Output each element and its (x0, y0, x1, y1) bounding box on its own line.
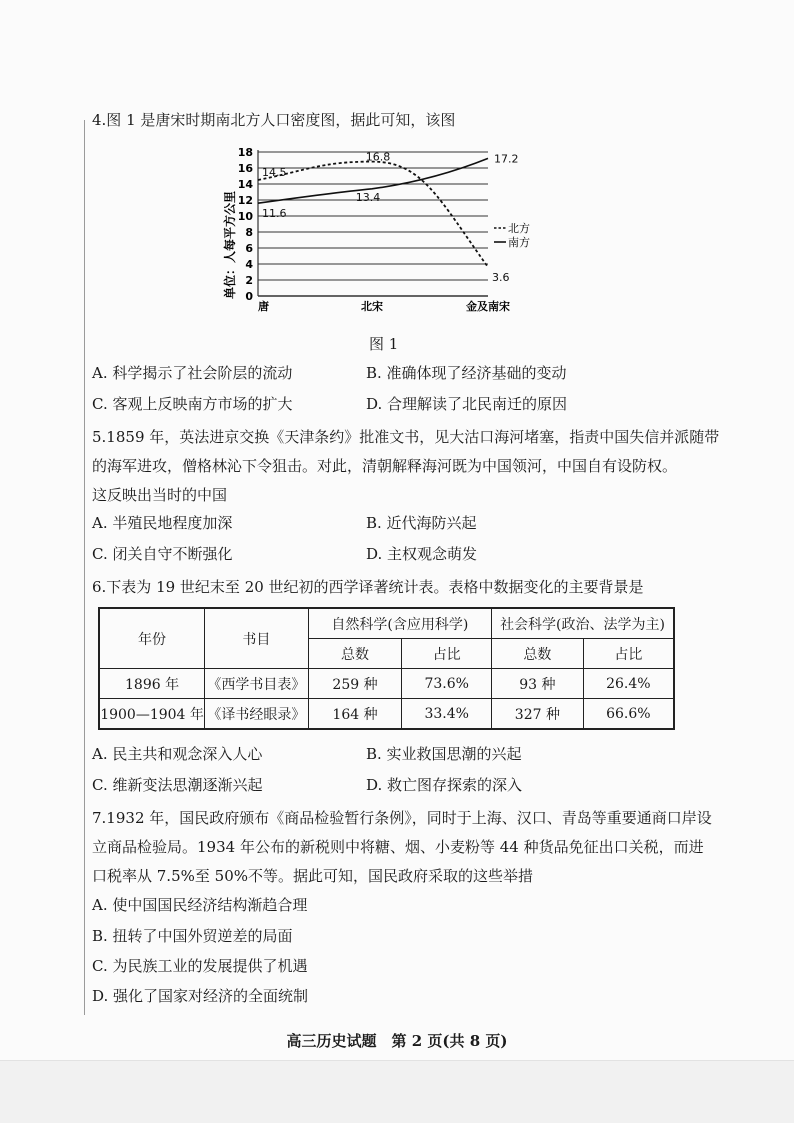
x-tick-label: 北宋 (361, 300, 383, 313)
q5-stem-line: 的海军进攻，僧格林沁下令狙击。对此，清朝解释海河既为中国领河，中国自有设防权。 (92, 457, 678, 475)
y-axis-label: 单位：人每平方公里 (223, 190, 237, 300)
cell-natural-ratio: 33.4% (402, 699, 492, 730)
q4-option-c[interactable]: C. 客观上反映南方市场的扩大 (92, 395, 293, 413)
q4-option-a[interactable]: A. 科学揭示了社会阶层的流动 (92, 364, 293, 382)
q6-option-a[interactable]: A. 民主共和观念深入人心 (92, 745, 263, 763)
x-tick-label: 唐 (258, 300, 269, 313)
q5-option-c[interactable]: C. 闭关自守不断强化 (92, 545, 233, 563)
cell-year: 1900—1904 年 (99, 699, 205, 730)
header-social-science: 社会科学(政治、法学为主) (492, 608, 674, 639)
q7-stem-line: 7.1932 年，国民政府颁布《商品检验暂行条例》，同时于上海、汉口、青岛等重要通商口岸设 (92, 809, 712, 827)
cell-year: 1896 年 (99, 669, 205, 699)
q5-stem-line: 5.1859 年，英法进京交换《天津条约》批准文书，见大沽口海河堵塞，指责中国失信并派随带 (92, 428, 720, 446)
chart-legend (494, 221, 530, 249)
population-density-chart (220, 140, 540, 315)
y-tick-label: 14 (237, 178, 253, 191)
figure-caption: 图 1 (369, 335, 399, 353)
header-social-ratio: 占比 (583, 639, 674, 669)
chart-series (258, 158, 488, 267)
q6-option-c[interactable]: C. 维新变法思潮逐渐兴起 (92, 776, 263, 794)
y-tick-label: 0 (245, 290, 253, 303)
y-tick-label: 2 (245, 274, 253, 287)
q7-stem-line: 口税率从 7.5%至 50%不等。据此可知，国民政府采取的这些举措 (92, 867, 533, 885)
data-label: 13.4 (355, 190, 381, 204)
q5-option-b[interactable]: B. 近代海防兴起 (366, 514, 477, 532)
q7-option-c[interactable]: C. 为民族工业的发展提供了机遇 (92, 957, 308, 975)
q6-option-d[interactable]: D. 救亡图存探索的深入 (366, 776, 523, 794)
header-year: 年份 (99, 608, 205, 669)
data-label: 16.8 (365, 150, 391, 164)
y-tick-labels (238, 146, 254, 303)
q7-option-b[interactable]: B. 扭转了中国外贸逆差的局面 (92, 927, 293, 945)
q6-stem: 6.下表为 19 世纪末至 20 世纪初的西学译著统计表。表格中数据变化的主要背景是 (92, 578, 644, 596)
header-book: 书目 (205, 608, 309, 669)
margin-line (84, 120, 85, 1015)
legend-label-south: 南方 (508, 236, 530, 249)
data-label: 3.6 (492, 271, 510, 285)
table-row (99, 699, 674, 730)
y-tick-label: 16 (237, 162, 253, 175)
x-tick-label: 金及南宋 (466, 300, 510, 313)
y-tick-label: 10 (237, 210, 253, 223)
translation-stats-table (98, 607, 675, 730)
q7-option-a[interactable]: A. 使中国国民经济结构渐趋合理 (92, 896, 308, 914)
q4-stem: 4.图 1 是唐宋时期南北方人口密度图，据此可知，该图 (92, 111, 456, 129)
series-line-north (258, 162, 488, 268)
data-label: 11.6 (262, 207, 287, 221)
q5-stem-line: 这反映出当时的中国 (92, 486, 228, 504)
header-social-total: 总数 (492, 639, 584, 669)
header-natural-ratio: 占比 (402, 639, 492, 669)
y-tick-label: 12 (237, 194, 253, 207)
y-tick-label: 18 (237, 146, 253, 159)
legend-label-north: 北方 (508, 222, 530, 235)
q7-stem (92, 804, 748, 891)
data-label: 14.5 (262, 166, 287, 179)
cell-natural-total: 259 种 (308, 669, 402, 699)
cell-social-ratio: 66.6% (583, 699, 674, 730)
y-tick-label: 6 (245, 242, 253, 255)
q7-stem-line: 立商品检验局。1934 年公布的新税则中将糖、烟、小麦粉等 44 种货品免征出口关税，而进 (92, 838, 704, 856)
y-tick-label: 4 (245, 258, 253, 271)
table-row (99, 669, 674, 699)
q5-option-a[interactable]: A. 半殖民地程度加深 (92, 514, 233, 532)
x-tick-labels (258, 299, 510, 313)
page-footer: 高三历史试题 第 2 页(共 8 页) (286, 1032, 508, 1050)
q5-stem (92, 423, 748, 510)
cell-social-total: 93 种 (492, 669, 584, 699)
data-label: 17.2 (494, 152, 519, 166)
q7-option-d[interactable]: D. 强化了国家对经济的全面统制 (92, 987, 309, 1005)
cell-social-ratio: 26.4% (583, 669, 674, 699)
cell-book: 《西学书目表》 (205, 669, 309, 699)
y-tick-label: 8 (245, 226, 253, 239)
cell-social-total: 327 种 (492, 699, 584, 730)
header-natural-total: 总数 (308, 639, 402, 669)
q4-option-d[interactable]: D. 合理解读了北民南迁的原因 (366, 395, 568, 413)
q4-option-b[interactable]: B. 准确体现了经济基础的变动 (366, 364, 567, 382)
cell-book: 《译书经眼录》 (205, 699, 309, 730)
q5-option-d[interactable]: D. 主权观念萌发 (366, 545, 478, 563)
cell-natural-total: 164 种 (308, 699, 402, 730)
header-natural-science: 自然科学(含应用科学) (308, 608, 491, 639)
cell-natural-ratio: 73.6% (402, 669, 492, 699)
q6-option-b[interactable]: B. 实业救国思潮的兴起 (366, 745, 522, 763)
